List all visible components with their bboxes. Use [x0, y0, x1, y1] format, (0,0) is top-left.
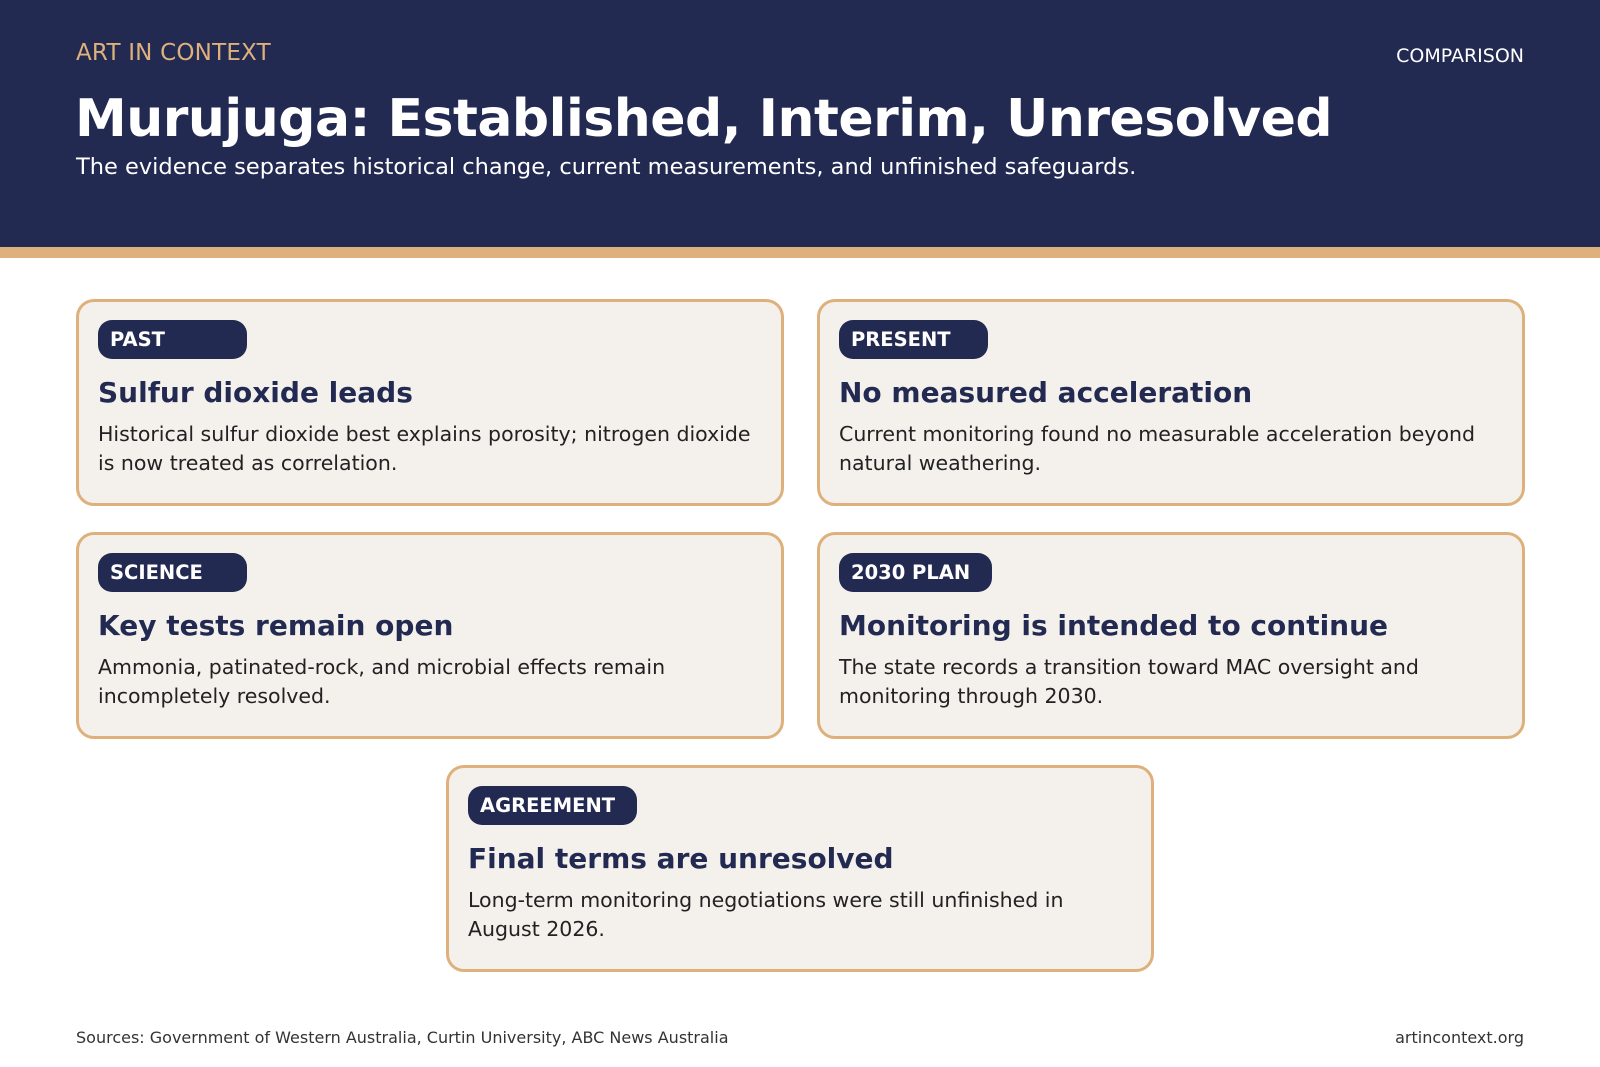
page-subtitle: The evidence separates historical change, current measurements, and unfinished safeguards.: [76, 154, 1137, 180]
page-title: Murujuga: Established, Interim, Unresolved: [75, 89, 1333, 149]
card-heading-science: Key tests remain open: [98, 609, 454, 642]
card-past: [76, 299, 784, 506]
accent-divider: [0, 247, 1600, 258]
card-badge-past: PAST: [98, 320, 247, 359]
card-heading-present: No measured acceleration: [839, 376, 1253, 409]
card-heading-past: Sulfur dioxide leads: [98, 376, 413, 409]
card-body-present: Current monitoring found no measurable acceleration beyond natural weathering.: [839, 422, 1476, 475]
card-agreement: [446, 765, 1154, 972]
card-badge-science: SCIENCE: [98, 553, 247, 592]
site-credit: artincontext.org: [1395, 1028, 1524, 1047]
card-badge-present: PRESENT: [839, 320, 988, 359]
sources-note: Sources: Government of Western Australia, Curtin University, ABC News Australia: [76, 1028, 729, 1047]
comparison-label: COMPARISON: [1396, 45, 1524, 67]
publication-kicker: ART IN CONTEXT: [76, 40, 271, 66]
card-heading-agreement: Final terms are unresolved: [468, 842, 894, 875]
card-badge-agreement: AGREEMENT: [468, 786, 637, 825]
card-badge-2030-plan: 2030 PLAN: [839, 553, 992, 592]
card-body-science: Ammonia, patinated-rock, and microbial effects remain incompletely resolved.: [98, 655, 666, 708]
card-science: [76, 532, 784, 739]
card-present: [817, 299, 1525, 506]
header-banner: [0, 0, 1600, 247]
card-body-past: Historical sulfur dioxide best explains porosity; nitrogen dioxide is now treated as correlation.: [98, 422, 751, 475]
card-body-2030-plan: The state records a transition toward MAC oversight and monitoring through 2030.: [839, 655, 1419, 708]
card-2030-plan: [817, 532, 1525, 739]
card-heading-2030-plan: Monitoring is intended to continue: [839, 609, 1389, 642]
card-body-agreement: Long-term monitoring negotiations were still unfinished in August 2026.: [468, 888, 1064, 941]
